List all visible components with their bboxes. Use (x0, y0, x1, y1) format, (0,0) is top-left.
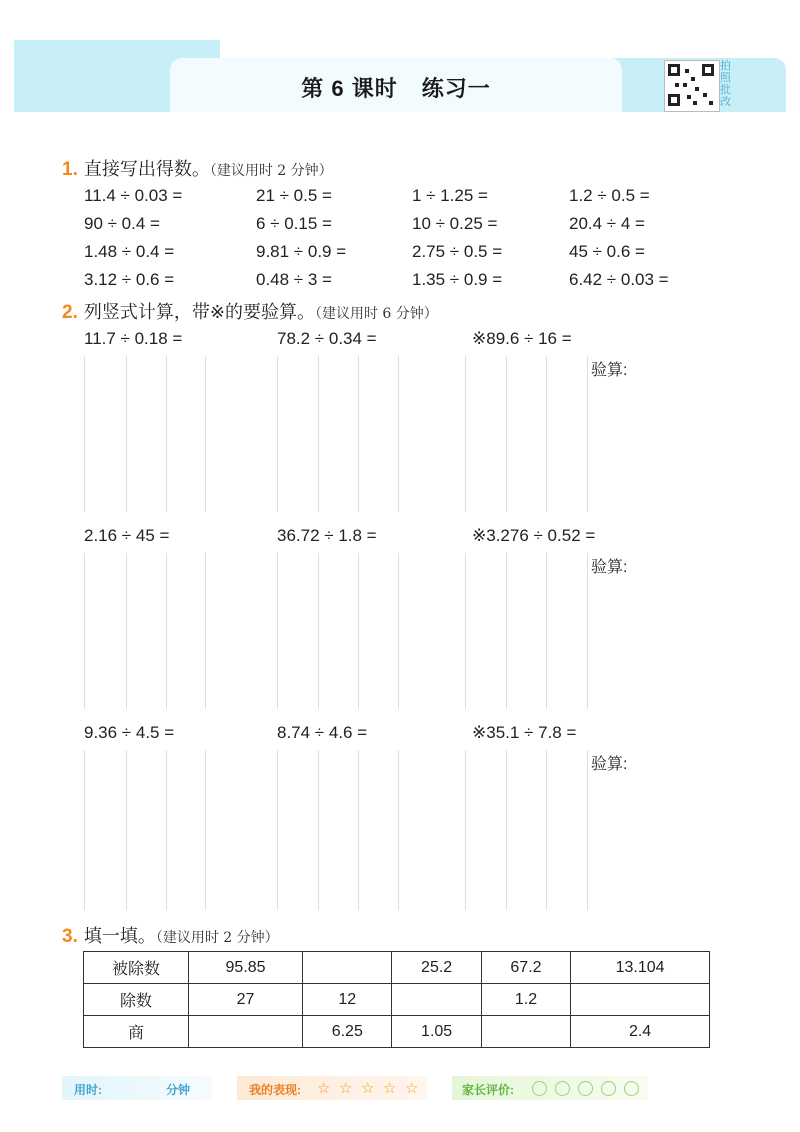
time-unit: 分钟 (166, 1083, 191, 1097)
lesson-title: 练习一 (421, 76, 491, 101)
q1-hint: （建议用时 2 分钟） (209, 163, 333, 179)
table-cell[interactable] (392, 984, 481, 1016)
q2-text: 列竖式计算，带※的要验算。 (83, 302, 315, 322)
q3-hint: （建议用时 2 分钟） (155, 930, 279, 946)
q1-expr: 45 ÷ 0.6 = (569, 242, 645, 261)
table-cell: 被除数 (84, 952, 189, 984)
table-cell: 25.2 (392, 952, 481, 984)
lesson-label: 第 6 课时 (301, 76, 398, 101)
q2-number: 2. (62, 302, 78, 323)
verify-label: 验算: (591, 756, 628, 773)
smiley-icon[interactable] (555, 1081, 570, 1096)
verify-label: 验算: (591, 362, 628, 379)
q2-expr: 11.7 ÷ 0.18 = (84, 329, 183, 348)
table-cell[interactable] (189, 1016, 303, 1048)
table-row (84, 984, 710, 1016)
performance-label: 我的表现: (249, 1083, 301, 1097)
table-cell: 27 (189, 984, 303, 1016)
q1-expr: 1 ÷ 1.25 = (412, 186, 488, 205)
table-cell: 95.85 (189, 952, 303, 984)
q1-expr: 2.75 ÷ 0.5 = (412, 242, 503, 261)
table-cell: 13.104 (571, 952, 710, 984)
verify-label: 验算: (591, 559, 628, 576)
table-cell[interactable] (303, 952, 392, 984)
q1-expr: 10 ÷ 0.25 = (412, 214, 498, 233)
q1-heading (62, 155, 333, 181)
q1-expr: 21 ÷ 0.5 = (256, 186, 332, 205)
table-cell: 67.2 (481, 952, 570, 984)
q2-hint: （建议用时 6 分钟） (314, 306, 438, 322)
q1-expr: 6.42 ÷ 0.03 = (569, 270, 669, 289)
smiley-icon[interactable] (578, 1081, 593, 1096)
table-cell: 除数 (84, 984, 189, 1016)
table-cell: 1.2 (481, 984, 570, 1016)
q2-expr: 36.72 ÷ 1.8 = (277, 526, 377, 545)
table-cell: 商 (84, 1016, 189, 1048)
q1-expr: 9.81 ÷ 0.9 = (256, 242, 347, 261)
star-icon[interactable]: ☆ (383, 1080, 397, 1097)
q1-expr: 90 ÷ 0.4 = (84, 214, 160, 233)
time-label: 用时: (74, 1083, 102, 1097)
parent-label: 家长评价: (462, 1083, 514, 1097)
q1-expr: 20.4 ÷ 4 = (569, 214, 645, 233)
q2-expr: 2.16 ÷ 45 = (84, 526, 170, 545)
q2-expr: ※35.1 ÷ 7.8 = (472, 723, 577, 742)
q3-number: 3. (62, 926, 78, 947)
q1-number: 1. (62, 159, 78, 180)
q1-expr: 6 ÷ 0.15 = (256, 214, 332, 233)
q2-expr: 78.2 ÷ 0.34 = (277, 329, 377, 348)
table-cell: 6.25 (303, 1016, 392, 1048)
star-icon[interactable]: ☆ (405, 1080, 419, 1097)
star-icon[interactable]: ☆ (339, 1080, 353, 1097)
q2-expr: ※3.276 ÷ 0.52 = (472, 526, 596, 545)
parent-evaluation-box (452, 1076, 648, 1100)
smiley-icon[interactable] (624, 1081, 639, 1096)
q1-expr: 1.48 ÷ 0.4 = (84, 242, 175, 261)
page-title (170, 72, 622, 103)
q1-expr: 1.2 ÷ 0.5 = (569, 186, 650, 205)
q2-expr: 8.74 ÷ 4.6 = (277, 723, 368, 742)
table-cell[interactable] (571, 984, 710, 1016)
my-performance-box (237, 1076, 427, 1100)
fill-table (83, 951, 710, 1048)
q1-expr: 1.35 ÷ 0.9 = (412, 270, 503, 289)
q3-heading (62, 922, 279, 948)
star-icon[interactable]: ☆ (317, 1080, 331, 1097)
table-row (84, 952, 710, 984)
star-icon[interactable]: ☆ (361, 1080, 375, 1097)
q3-text: 填一填。 (83, 926, 156, 946)
qr-code-icon[interactable] (664, 60, 720, 112)
header-band-left (14, 58, 184, 112)
q1-expr: 0.48 ÷ 3 = (256, 270, 332, 289)
table-cell: 12 (303, 984, 392, 1016)
q1-expr: 11.4 ÷ 0.03 = (84, 186, 183, 205)
q2-expr: ※89.6 ÷ 16 = (472, 329, 572, 348)
qr-side-text: 拍 照 批 改 (720, 60, 731, 108)
q2-heading (62, 298, 438, 324)
smiley-icon[interactable] (532, 1081, 547, 1096)
q1-text: 直接写出得数。 (83, 159, 210, 179)
q1-expr: 3.12 ÷ 0.6 = (84, 270, 175, 289)
table-cell: 1.05 (392, 1016, 481, 1048)
time-used-box (62, 1076, 212, 1100)
table-cell[interactable] (481, 1016, 570, 1048)
table-cell: 2.4 (571, 1016, 710, 1048)
q2-expr: 9.36 ÷ 4.5 = (84, 723, 175, 742)
smiley-icon[interactable] (601, 1081, 616, 1096)
table-row (84, 1016, 710, 1048)
